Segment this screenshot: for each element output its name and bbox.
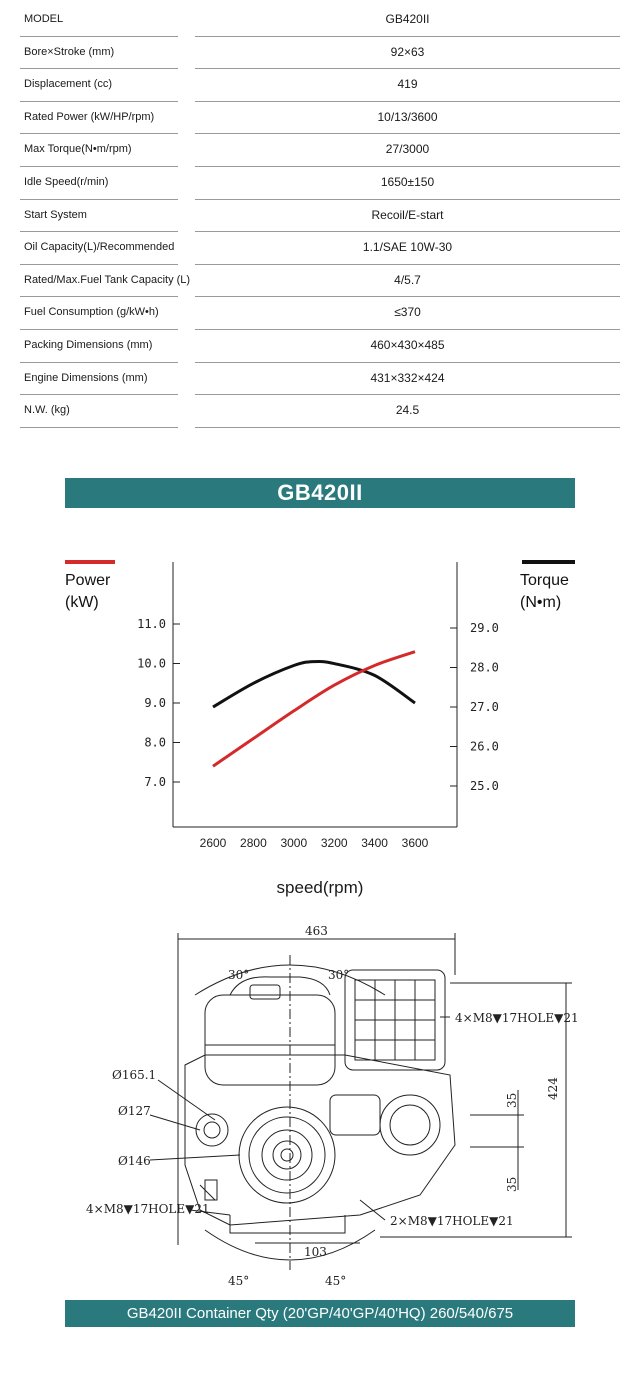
spec-row	[20, 265, 620, 298]
spec-value: 419	[397, 77, 418, 92]
right-tick-label: 28.0	[470, 660, 499, 675]
hole-spec-top-right: 4×M8▼17HOLE▼21	[455, 1011, 579, 1025]
spec-value: 24.5	[395, 403, 420, 418]
model-banner: GB420II	[65, 478, 575, 508]
diameter-127: Ø127	[118, 1104, 151, 1118]
spec-value: 431×332×424	[370, 370, 445, 385]
power-axis-unit: (kW)	[65, 594, 99, 611]
x-tick-label: 3600	[401, 836, 429, 850]
right-tick-label: 26.0	[470, 739, 499, 754]
torque-legend-swatch	[522, 560, 575, 564]
torque-series-line	[213, 661, 415, 707]
spec-label: Start System	[24, 208, 87, 221]
spec-value: 27/3000	[385, 142, 430, 157]
container-qty-banner: GB420II Container Qty (20'GP/40'GP/40'HQ) 260/540/675	[65, 1300, 575, 1327]
dim-35-top: 35	[505, 1092, 519, 1108]
spec-value: GB420II	[385, 12, 430, 26]
angle-bottom-left: 45°	[228, 1274, 250, 1288]
right-tick-label: 29.0	[470, 621, 499, 635]
hole-spec-bottom-right: 2×M8▼17HOLE▼21	[390, 1214, 514, 1228]
spec-row	[20, 167, 620, 200]
spec-row	[20, 363, 620, 396]
left-tick-label: 7.0	[144, 775, 166, 789]
spec-value: 1.1/SAE 10W-30	[362, 240, 453, 255]
torque-axis-label: Torque	[520, 572, 569, 589]
spec-row	[20, 330, 620, 363]
spec-label: Engine Dimensions (mm)	[24, 371, 148, 384]
angle-top-left: 30°	[228, 968, 250, 982]
angle-top-right: 30°	[328, 968, 350, 982]
spec-value: 1650±150	[380, 174, 435, 189]
spec-label: Displacement (cc)	[24, 78, 113, 91]
spec-row	[20, 102, 620, 135]
power-legend-swatch	[65, 560, 115, 564]
spec-row	[20, 134, 620, 167]
left-tick-label: 9.0	[144, 696, 166, 710]
spec-row	[20, 37, 620, 70]
angle-bottom-right: 45°	[325, 1274, 347, 1288]
x-tick-label: 2600	[199, 836, 227, 850]
dim-35-bottom: 35	[505, 1176, 519, 1192]
x-tick-label: 2800	[240, 836, 267, 850]
spec-label: Fuel Consumption (g/kW•h)	[24, 306, 159, 319]
spec-label: Rated/Max.Fuel Tank Capacity (L)	[24, 273, 191, 286]
dim-103: 103	[304, 1245, 327, 1259]
x-tick-label: 3400	[361, 836, 388, 850]
spec-row	[20, 4, 620, 37]
left-tick-label: 8.0	[144, 735, 166, 750]
power-series-line	[213, 652, 415, 767]
spec-label: Oil Capacity(L)/Recommended	[24, 241, 175, 254]
spec-row	[20, 200, 620, 233]
power-axis-label: Power	[65, 572, 111, 589]
spec-value: 92×63	[390, 44, 425, 59]
right-tick-label: 27.0	[470, 700, 499, 714]
spec-value: 4/5.7	[394, 272, 421, 287]
spec-value: 460×430×485	[370, 337, 445, 352]
x-axis-label: speed(rpm)	[276, 878, 364, 897]
spec-value: 10/13/3600	[377, 109, 438, 124]
right-tick-label: 25.0	[470, 779, 499, 793]
spec-label: Idle Speed(r/min)	[24, 175, 109, 188]
left-tick-label: 10.0	[137, 656, 166, 671]
spec-label: Bore×Stroke (mm)	[24, 45, 115, 58]
hole-spec-bottom-left: 4×M8▼17HOLE▼21	[86, 1202, 210, 1216]
spec-label: MODEL	[24, 13, 64, 25]
dim-width: 463	[305, 924, 328, 938]
spec-table	[20, 4, 620, 428]
engine-dimension-drawing	[0, 915, 640, 1295]
x-tick-label: 3200	[320, 836, 348, 850]
performance-chart	[0, 550, 640, 850]
spec-value: ≤370	[394, 305, 421, 320]
spec-row	[20, 297, 620, 330]
dim-height: 424	[546, 1077, 560, 1100]
spec-label: Rated Power (kW/HP/rpm)	[24, 110, 155, 123]
spec-value: Recoil/E-start	[371, 207, 444, 222]
diameter-165: Ø165.1	[112, 1068, 157, 1082]
spec-label: Packing Dimensions (mm)	[24, 338, 153, 351]
x-tick-label: 3000	[280, 836, 308, 850]
left-tick-label: 11.0	[137, 617, 166, 631]
spec-label: N.W. (kg)	[24, 404, 70, 417]
spec-row	[20, 232, 620, 265]
diameter-146: Ø146	[118, 1154, 151, 1168]
torque-axis-unit: (N•m)	[520, 594, 562, 611]
spec-label: Max Torque(N•m/rpm)	[24, 143, 132, 156]
spec-row	[20, 69, 620, 102]
spec-row	[20, 395, 620, 428]
